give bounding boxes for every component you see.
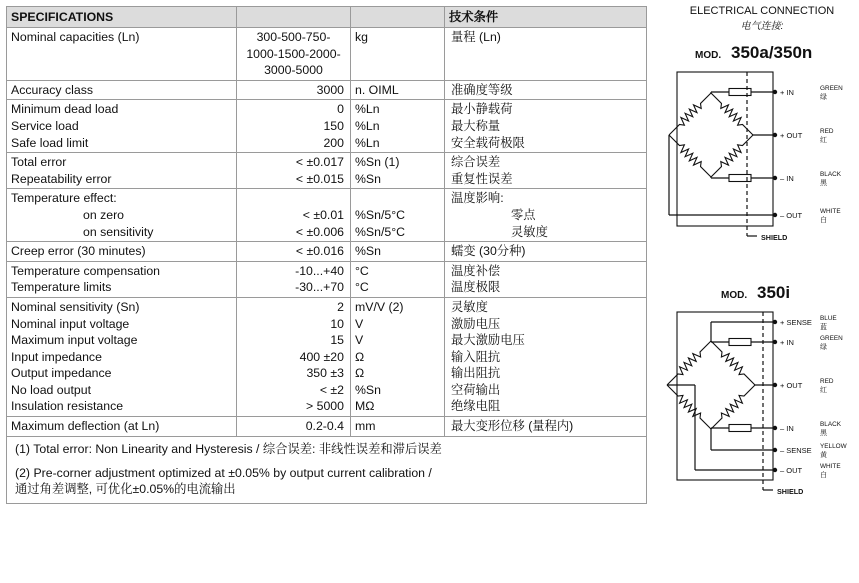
- spec-label: Service load: [11, 118, 79, 133]
- spec-label: Nominal sensitivity (Sn): [11, 299, 140, 314]
- spec-unit: %Ln: [355, 102, 380, 117]
- terminal-dot: [773, 90, 777, 94]
- spec-zh-cell: [445, 297, 647, 416]
- footnote: [15, 465, 638, 497]
- spec-value-cell: [237, 100, 351, 153]
- wire-color-en: RED: [820, 128, 834, 135]
- spec-unit-cell: [351, 153, 445, 189]
- wire-color-en: RED: [820, 378, 834, 385]
- spec-zh-cell: [445, 153, 647, 189]
- spec-value-cell: [237, 297, 351, 416]
- header-cell-col2: [237, 7, 351, 28]
- spec-unit: mm: [355, 419, 376, 434]
- electrical-connection-diagram: [665, 0, 859, 583]
- spec-value-cell: [237, 417, 351, 437]
- spec-value-cell: [237, 80, 351, 100]
- terminal-label: – IN: [780, 174, 794, 183]
- spec-unit: °C: [355, 263, 369, 278]
- notes-row: [7, 436, 647, 503]
- spec-unit-cell: [351, 297, 445, 416]
- sensor-enclosure: [677, 312, 773, 480]
- terminal-label: – IN: [780, 424, 794, 433]
- spec-value: 15: [330, 333, 344, 348]
- spec-label: Temperature effect:: [11, 191, 117, 206]
- strain-gauge: [669, 93, 711, 135]
- wire-color-zh: 白: [820, 217, 827, 224]
- wire-color-en: BLACK: [820, 171, 841, 178]
- spec-zh-label: 温度补偿: [451, 263, 501, 278]
- spec-unit: [355, 190, 440, 207]
- spec-label: Maximum input voltage: [11, 333, 138, 348]
- spec-label: Creep error (30 minutes): [11, 244, 146, 259]
- terminal-dot: [773, 426, 777, 430]
- terminal-dot: [773, 176, 777, 180]
- shield-label: SHIELD: [777, 487, 804, 496]
- spec-label: Temperature compensation: [11, 263, 161, 278]
- spec-zh-label: 输出阻抗: [451, 366, 501, 381]
- terminal-dot: [773, 340, 777, 344]
- spec-unit: %Sn (1): [355, 155, 400, 170]
- spec-zh-label: 灵敏度: [451, 299, 488, 314]
- spec-zh-cell: [445, 242, 647, 262]
- spec-zh-label: 输入阻抗: [451, 349, 501, 364]
- terminal-dot: [773, 468, 777, 472]
- spec-value-cell: [237, 28, 351, 81]
- terminal-dot: [773, 213, 777, 217]
- spec-value: 150: [323, 118, 344, 133]
- spec-value-cell: [237, 242, 351, 262]
- spec-label-cell: [7, 100, 237, 153]
- wire-color-en: YELLOW: [820, 443, 847, 450]
- spec-unit: %Sn: [355, 244, 381, 259]
- spec-zh-label: 重复性误差: [451, 171, 513, 186]
- spec-unit: %Ln: [355, 118, 380, 133]
- sensor-enclosure: [677, 72, 773, 226]
- shield-label: SHIELD: [761, 233, 788, 242]
- spec-unit: V: [355, 316, 364, 331]
- spec-value: 10: [330, 316, 344, 331]
- spec-label: Nominal capacities (Ln): [11, 30, 140, 44]
- terminal-label: + SENSE: [780, 318, 812, 327]
- spec-unit: %Sn: [355, 171, 381, 186]
- spec-value: 3000: [316, 82, 344, 97]
- spec-unit-cell: [351, 242, 445, 262]
- header-cell-col3: [351, 7, 445, 28]
- spec-unit: V: [355, 333, 364, 348]
- diagram-title: ELECTRICAL CONNECTION: [689, 5, 835, 17]
- spec-unit: mV/V (2): [355, 299, 404, 314]
- spec-zh-cell: [445, 261, 647, 297]
- terminal-label: + OUT: [780, 381, 803, 390]
- spec-value: < ±0.01: [302, 207, 344, 222]
- strain-gauge: [669, 135, 711, 177]
- spec-unit: %Ln: [355, 135, 380, 150]
- header-cell-col1: SPECIFICATIONS: [7, 7, 237, 28]
- spec-value-cell: [237, 261, 351, 297]
- wire-color-zh: 绿: [820, 94, 827, 101]
- footnote-line: (1) Total error: Non Linearity and Hysteresis / 综合误差: 非线性误差和滞后误差: [15, 441, 442, 456]
- wire-color-zh: 蓝: [820, 324, 827, 331]
- spec-label: Minimum dead load: [11, 102, 119, 117]
- spec-group-row: [7, 28, 647, 81]
- spec-zh-label: 温度影响:: [451, 191, 504, 206]
- spec-group-row: [7, 417, 647, 437]
- spec-zh-label: 最小静载荷: [451, 102, 513, 117]
- model-name-350i: 350i: [757, 283, 791, 302]
- spec-value: < ±0.017: [295, 155, 344, 170]
- spec-group-row: [7, 153, 647, 189]
- spec-zh-cell: [445, 100, 647, 153]
- spec-zh-label: 温度极限: [451, 280, 501, 295]
- spec-zh-cell: [445, 80, 647, 100]
- spec-zh-label: 综合误差: [451, 155, 501, 170]
- spec-unit: kg: [355, 30, 368, 44]
- terminal-label: + IN: [780, 338, 794, 347]
- strain-gauge: [711, 341, 755, 385]
- spec-zh-label: 最大变形位移 (量程内): [451, 419, 574, 434]
- spec-group-row: [7, 297, 647, 416]
- spec-value: -30...+70: [295, 280, 344, 295]
- notes-cell: [7, 436, 647, 503]
- spec-label: on zero: [83, 207, 125, 222]
- spec-unit: n. OIML: [355, 82, 399, 97]
- spec-zh-label: 绝缘电阻: [451, 399, 501, 414]
- spec-zh-label: 安全载荷极限: [451, 135, 525, 150]
- spec-value: < ±0.006: [295, 224, 344, 239]
- spec-group-row: [7, 80, 647, 100]
- wire-color-zh: 黑: [820, 180, 827, 187]
- spec-value: 200: [323, 135, 344, 150]
- spec-zh-label: 蠕变 (30分种): [451, 244, 526, 259]
- mod-prefix: MOD.: [695, 50, 722, 61]
- strain-gauge: [711, 385, 755, 429]
- terminal-label: – OUT: [780, 211, 803, 220]
- spec-label: No load output: [11, 382, 91, 397]
- terminal-dot: [773, 448, 777, 452]
- wire-color-en: BLUE: [820, 315, 837, 322]
- wire-color-en: GREEN: [820, 335, 843, 342]
- spec-value: [241, 190, 344, 207]
- spec-zh-label: 空荷输出: [451, 382, 501, 397]
- table-header-row: [7, 7, 647, 28]
- wire-color-zh: 黄: [820, 452, 827, 459]
- spec-zh-label: 最大激励电压: [451, 333, 525, 348]
- spec-value: -10...+40: [295, 263, 344, 278]
- spec-zh-cell: [445, 28, 647, 81]
- header-cell-col4: 技术条件: [445, 7, 647, 28]
- specifications-table: [6, 6, 647, 504]
- spec-unit: °C: [355, 280, 369, 295]
- terminal-dot: [773, 320, 777, 324]
- spec-value-line: 300-500-750-: [256, 30, 331, 44]
- spec-value: 400 ±20: [299, 349, 344, 364]
- spec-label-cell: [7, 189, 237, 242]
- spec-unit-cell: [351, 189, 445, 242]
- resistor: [729, 89, 751, 96]
- spec-unit-cell: [351, 80, 445, 100]
- spec-value: < ±0.015: [295, 171, 344, 186]
- spec-value: < ±2: [319, 382, 344, 397]
- spec-value: 350 ±3: [306, 366, 344, 381]
- footnote-line: (2) Pre-corner adjustment optimized at ±0.05% by output current calibration /: [15, 465, 432, 480]
- spec-zh-label: 灵敏度: [511, 224, 548, 239]
- wire-color-en: BLACK: [820, 421, 841, 428]
- model-name-350a-350n: 350a/350n: [731, 43, 813, 62]
- spec-value-line: 3000-5000: [264, 63, 323, 78]
- spec-label: Nominal input voltage: [11, 316, 130, 331]
- spec-value-line: 1000-1500-2000-: [246, 46, 341, 61]
- spec-zh-cell: [445, 189, 647, 242]
- spec-value-cell: [237, 189, 351, 242]
- wire-color-en: WHITE: [820, 208, 841, 215]
- spec-label: Safe load limit: [11, 135, 89, 150]
- spec-group-row: [7, 261, 647, 297]
- spec-label: Total error: [11, 155, 67, 170]
- wire-color-zh: 白: [820, 472, 827, 479]
- spec-unit: %Sn/5°C: [355, 207, 406, 222]
- spec-unit-cell: [351, 100, 445, 153]
- spec-unit: %Sn: [355, 382, 381, 397]
- footnote-line: 通过角差调整, 可优化±0.05%的电流输出: [15, 481, 236, 496]
- spec-zh-cell: [445, 417, 647, 437]
- terminal-label: – OUT: [780, 466, 803, 475]
- spec-label: Input impedance: [11, 349, 102, 364]
- terminal-label: + OUT: [780, 131, 803, 140]
- spec-label-cell: [7, 80, 237, 100]
- wire-color-en: GREEN: [820, 85, 843, 92]
- spec-group-row: [7, 100, 647, 153]
- resistor: [729, 339, 751, 346]
- spec-value: < ±0.016: [295, 244, 344, 259]
- spec-zh-label: 最大称量: [451, 118, 501, 133]
- spec-label: Output impedance: [11, 366, 112, 381]
- spec-label-cell: [7, 261, 237, 297]
- spec-label: Repeatability error: [11, 171, 112, 186]
- wire-color-zh: 红: [820, 137, 827, 144]
- spec-label: Insulation resistance: [11, 399, 124, 414]
- spec-label-cell: [7, 242, 237, 262]
- mod-prefix: MOD.: [721, 290, 748, 301]
- spec-value: 2: [337, 299, 344, 314]
- diagram-title-zh: 电气连接:: [740, 21, 784, 32]
- terminal-label: + IN: [780, 88, 794, 97]
- spec-unit: Ω: [355, 349, 365, 364]
- spec-value: > 5000: [306, 399, 344, 414]
- spec-label: Maximum deflection (at Ln): [11, 419, 160, 434]
- spec-label: on sensitivity: [83, 224, 154, 239]
- spec-unit-cell: [351, 261, 445, 297]
- wire-color-zh: 绿: [820, 344, 827, 351]
- spec-label-cell: [7, 153, 237, 189]
- wire-color-zh: 红: [820, 387, 827, 394]
- spec-label: Accuracy class: [11, 82, 94, 97]
- spec-label-cell: [7, 417, 237, 437]
- spec-zh-label: 准确度等级: [451, 82, 513, 97]
- spec-label: Temperature limits: [11, 280, 112, 295]
- spec-unit: MΩ: [355, 399, 375, 414]
- resistor: [729, 175, 751, 182]
- spec-value: 0: [337, 102, 344, 117]
- spec-group-row: [7, 242, 647, 262]
- strain-gauge: [667, 341, 711, 385]
- terminal-dot: [773, 383, 777, 387]
- wire-color-zh: 黑: [820, 430, 827, 437]
- spec-unit: %Sn/5°C: [355, 224, 406, 239]
- spec-label-cell: [7, 297, 237, 416]
- terminal-label: – SENSE: [780, 446, 812, 455]
- spec-value: 0.2-0.4: [305, 419, 344, 434]
- spec-value-cell: [237, 153, 351, 189]
- spec-zh-label: 量程 (Ln): [451, 30, 501, 44]
- spec-unit: Ω: [355, 366, 365, 381]
- resistor: [729, 425, 751, 432]
- spec-unit-cell: [351, 28, 445, 81]
- spec-zh-label: 零点: [511, 207, 536, 222]
- spec-zh-label: 激励电压: [451, 316, 501, 331]
- spec-label-cell: [7, 28, 237, 81]
- terminal-dot: [773, 133, 777, 137]
- spec-group-row: [7, 189, 647, 242]
- footnote: [15, 441, 638, 457]
- spec-unit-cell: [351, 417, 445, 437]
- strain-gauge: [667, 385, 711, 429]
- wire-color-en: WHITE: [820, 463, 841, 470]
